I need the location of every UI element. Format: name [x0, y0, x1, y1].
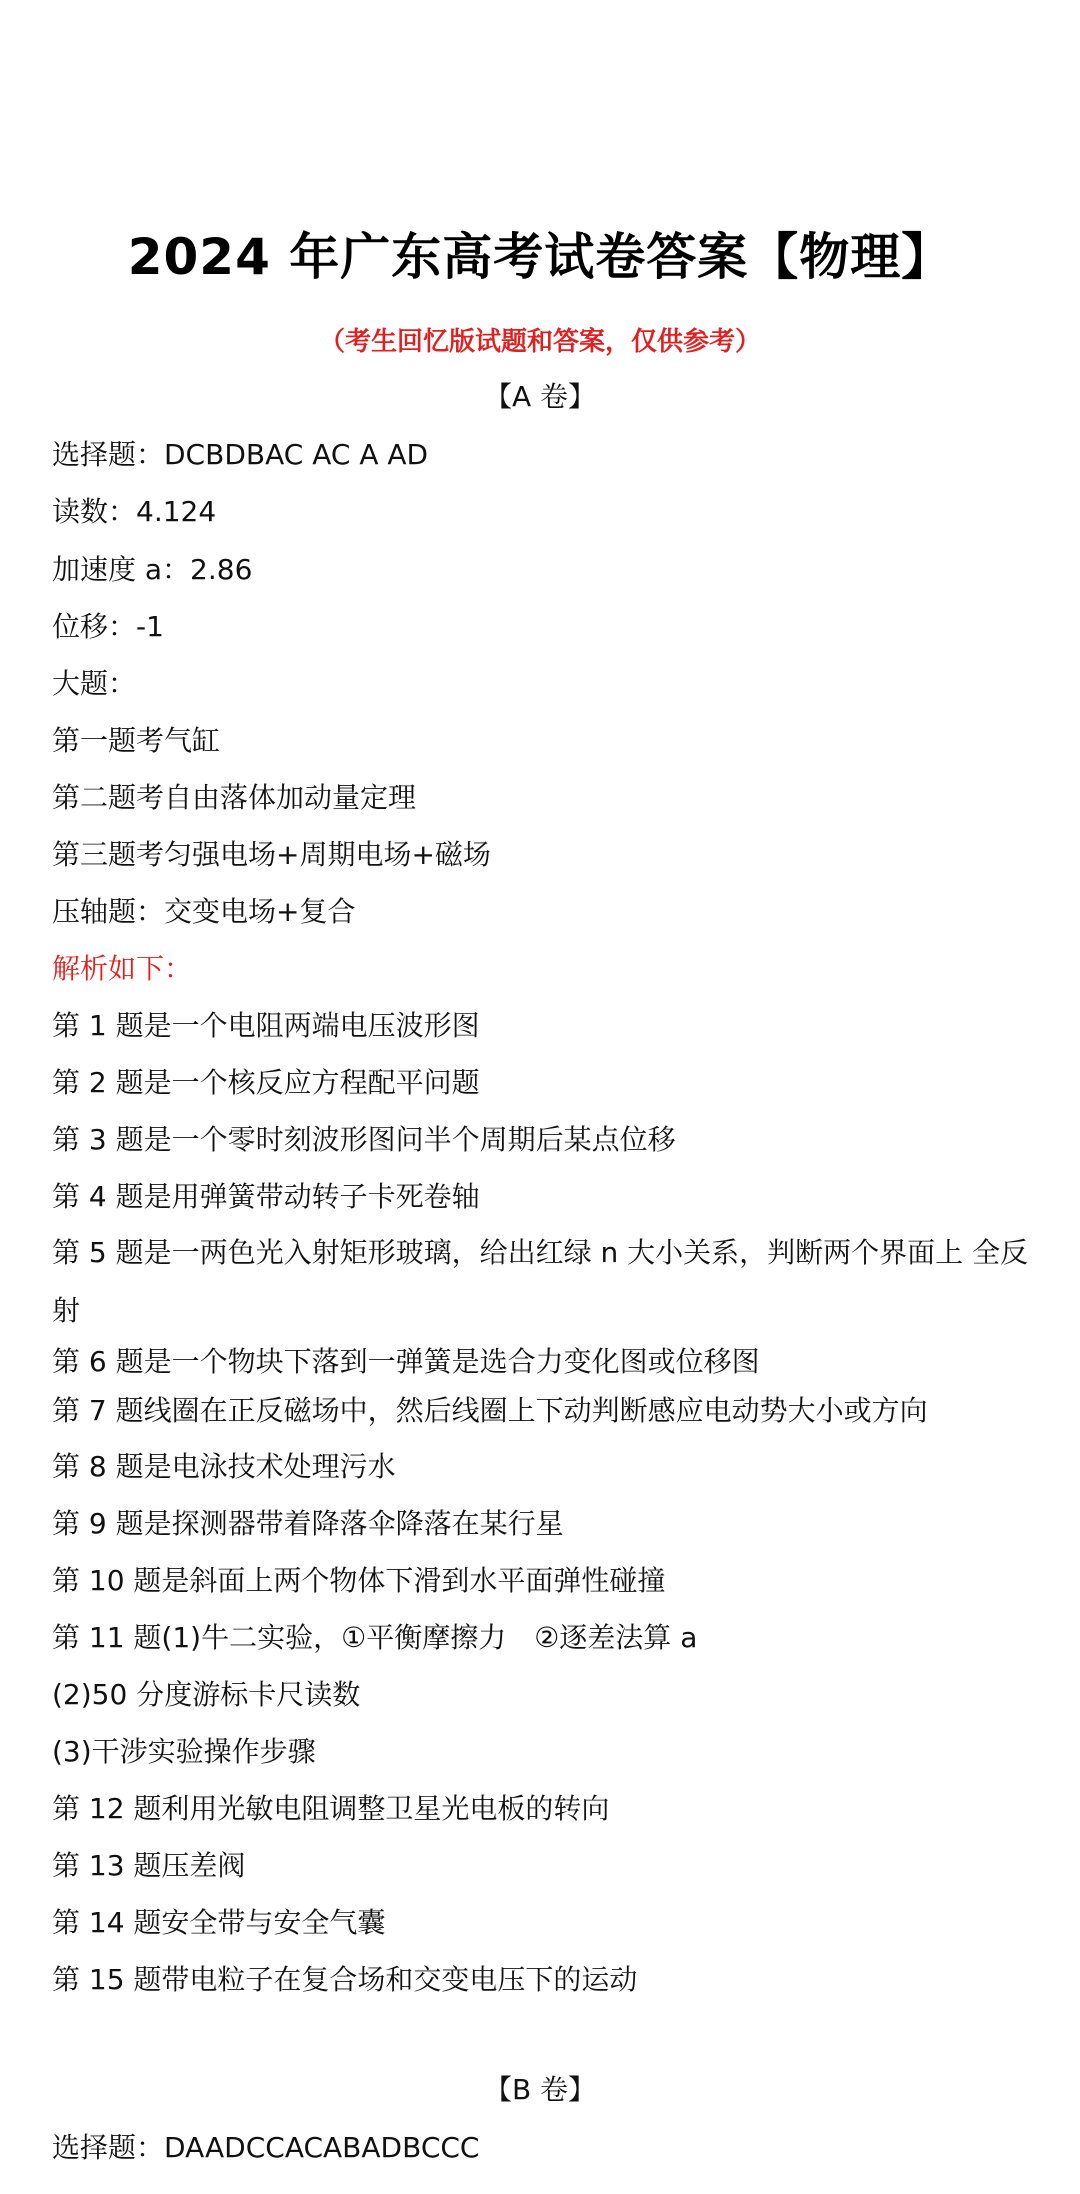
analysis-item: 第 4 题是用弹簧带动转子卡死卷轴: [52, 1180, 480, 1213]
paper-a-choice-answers: 选择题：DCBDBAC AC A AD: [52, 438, 429, 471]
analysis-item: 第 12 题利用光敏电阻调整卫星光电板的转向: [52, 1792, 610, 1825]
page-title: 2024 年广东高考试卷答案【物理】: [127, 228, 953, 286]
big-question-3: 第三题考匀强电场+周期电场+磁场: [52, 838, 491, 871]
analysis-item: 第 7 题线圈在正反磁场中，然后线圈上下动判断感应电动势大小或方向: [52, 1394, 928, 1427]
analysis-item: (2)50 分度游标卡尺读数: [52, 1678, 361, 1711]
paper-a-reading-answer: 读数：4.124: [52, 495, 217, 528]
paper-b-choice-answers: 选择题：DAADCCACABADBCCC: [52, 2131, 480, 2164]
analysis-item: 第 13 题压差阀: [52, 1849, 246, 1882]
analysis-item: 第 15 题带电粒子在复合场和交变电压下的运动: [52, 1963, 638, 1996]
analysis-item: 第 14 题安全带与安全气囊: [52, 1906, 386, 1939]
analysis-item: 第 8 题是电泳技术处理污水: [52, 1450, 396, 1483]
analysis-item: 第 3 题是一个零时刻波形图问半个周期后某点位移: [52, 1123, 676, 1156]
big-question-final: 压轴题：交变电场+复合: [52, 895, 356, 928]
analysis-item: (3)干涉实验操作步骤: [52, 1735, 316, 1768]
big-question-1: 第一题考气缸: [52, 724, 221, 757]
analysis-item: 第 2 题是一个核反应方程配平问题: [52, 1066, 480, 1099]
big-question-2: 第二题考自由落体加动量定理: [52, 781, 417, 814]
analysis-item: 第 6 题是一个物块下落到一弹簧是选合力变化图或位移图: [52, 1345, 760, 1378]
paper-b-heading: 【B 卷】: [483, 2073, 597, 2106]
analysis-item: 第 11 题(1)牛二实验，①平衡摩擦力 ②逐差法算 a: [52, 1621, 698, 1654]
paper-a-heading: 【A 卷】: [483, 380, 597, 413]
analysis-item: 第 1 题是一个电阻两端电压波形图: [52, 1009, 480, 1042]
analysis-label: 解析如下：: [52, 952, 193, 985]
big-questions-label: 大题：: [52, 667, 137, 700]
paper-a-displacement-answer: 位移：-1: [52, 610, 164, 643]
paper-a-acceleration-answer: 加速度 a：2.86: [52, 553, 253, 586]
analysis-item: 第 9 题是探测器带着降落伞降落在某行星: [52, 1507, 564, 1540]
page-subtitle: （考生回忆版试题和答案，仅供参考）: [318, 327, 761, 357]
analysis-item: 第 5 题是一两色光入射矩形玻璃，给出红绿 n 大小关系，判断两个界面上 全反射: [52, 1236, 1029, 1327]
analysis-item: 第 10 题是斜面上两个物体下滑到水平面弹性碰撞: [52, 1564, 666, 1597]
